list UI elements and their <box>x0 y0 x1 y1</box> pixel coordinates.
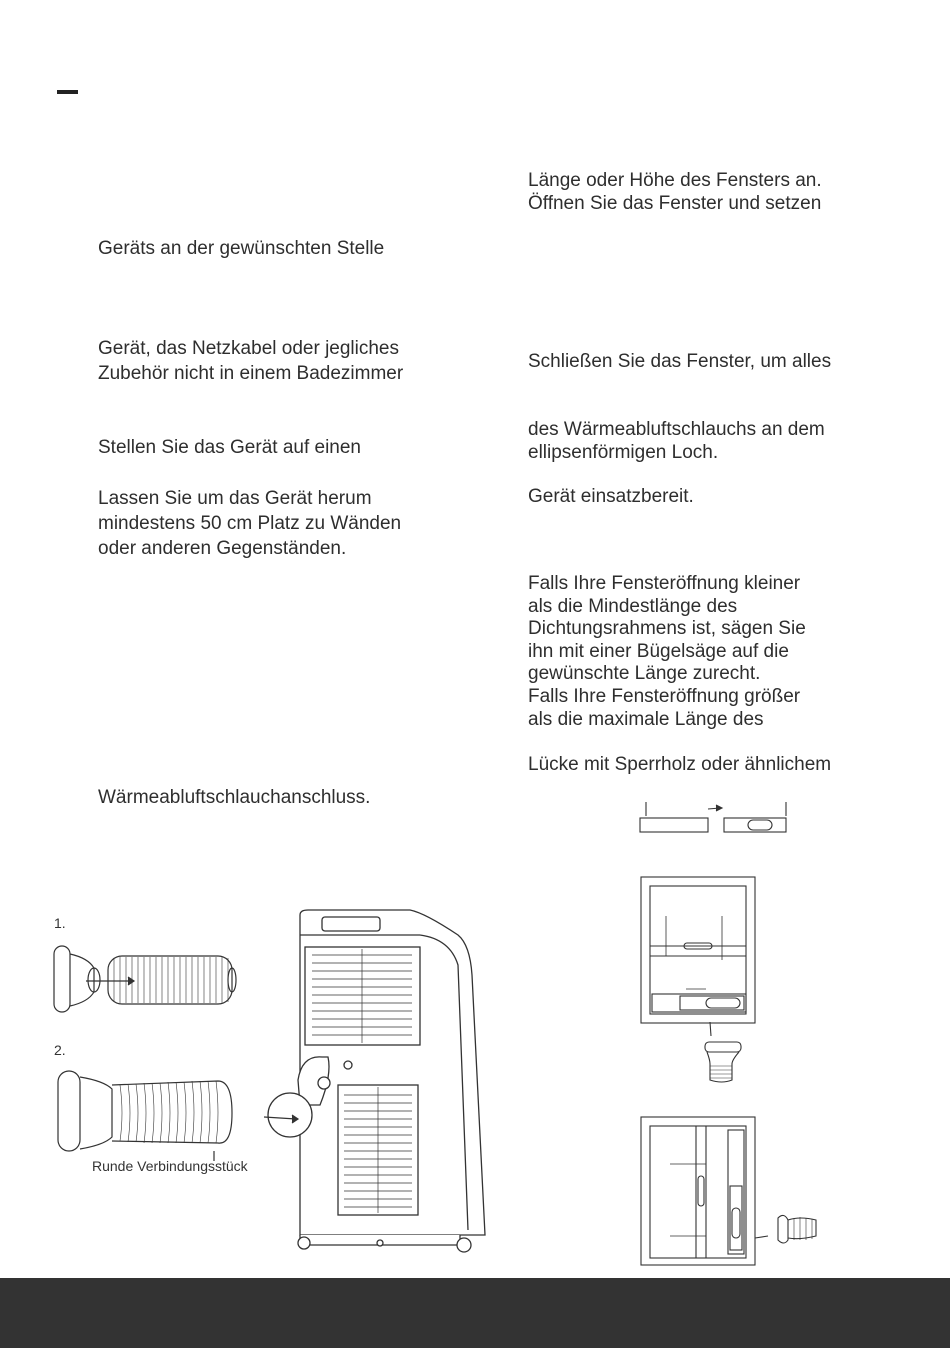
connector-label: Runde Verbindungsstück <box>92 1158 248 1174</box>
right-para-5-line: Falls Ihre Fensteröffnung größer <box>528 686 801 707</box>
step-2-label: 2. <box>54 1042 66 1058</box>
right-para-3-line: ellipsenförmigen Loch. <box>528 442 719 463</box>
left-para-3: Stellen Sie das Gerät auf einen <box>98 437 362 458</box>
right-para-5-line: Dichtungsrahmens ist, sägen Sie <box>528 618 806 639</box>
air-conditioner-illustration <box>260 905 495 1255</box>
section-dash <box>57 90 78 94</box>
right-para-5-line: als die maximale Länge des <box>528 709 764 730</box>
hose-step-1-illustration <box>50 940 250 1020</box>
window-slider-parts-illustration <box>636 800 792 840</box>
horizontal-window-illustration <box>640 1116 825 1268</box>
left-para-4-line: Lassen Sie um das Gerät herum <box>98 488 372 509</box>
left-para-5: Wärmeabluftschlauchanschluss. <box>98 787 371 808</box>
vertical-window-illustration <box>640 876 760 1086</box>
right-para-5-line: ihn mit einer Bügelsäge auf die <box>528 641 789 662</box>
step-1-label: 1. <box>54 915 66 931</box>
right-para-5-line: als die Mindestlänge des <box>528 596 738 617</box>
left-para-4-line: oder anderen Gegenständen. <box>98 538 347 559</box>
right-para-5-line: gewünschte Länge zurecht. <box>528 663 761 684</box>
left-para-4-line: mindestens 50 cm Platz zu Wänden <box>98 513 402 534</box>
right-para-1-line: Länge oder Höhe des Fensters an. <box>528 170 822 191</box>
left-para-2-line: Gerät, das Netzkabel oder jegliches <box>98 338 399 359</box>
left-para-1: Geräts an der gewünschten Stelle <box>98 238 385 259</box>
right-para-5-line: Falls Ihre Fensteröffnung kleiner <box>528 573 801 594</box>
page-footer-bar <box>0 1278 950 1348</box>
right-para-1-line: Öffnen Sie das Fenster und setzen <box>528 193 822 214</box>
right-para-3-line: des Wärmeabluftschlauchs an dem <box>528 419 825 440</box>
left-para-2-line: Zubehör nicht in einem Badezimmer <box>98 363 404 384</box>
right-para-2: Schließen Sie das Fenster, um alles <box>528 351 832 372</box>
right-para-6: Lücke mit Sperrholz oder ähnlichem <box>528 754 832 775</box>
hose-step-2-illustration <box>50 1065 250 1160</box>
right-para-4: Gerät einsatzbereit. <box>528 486 694 507</box>
